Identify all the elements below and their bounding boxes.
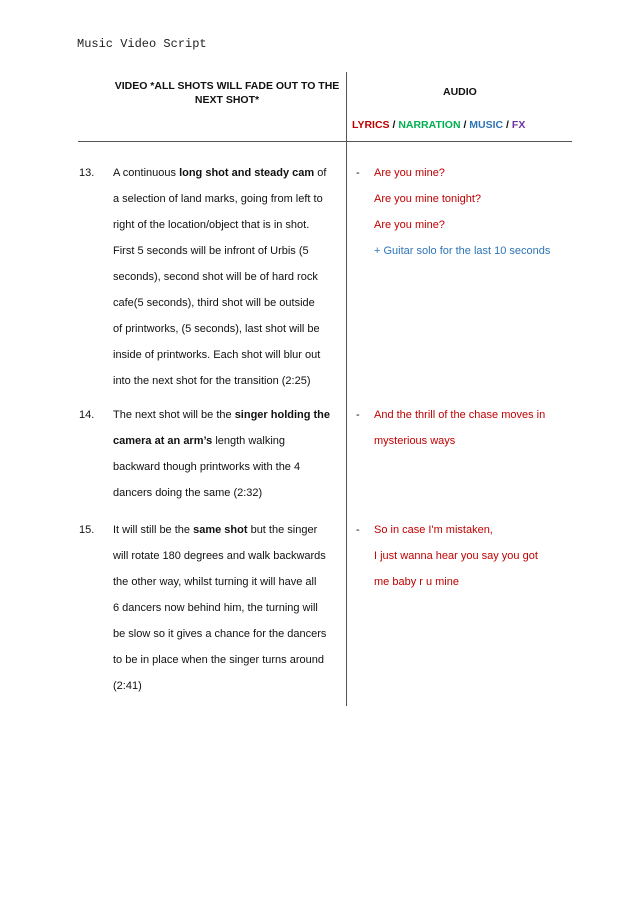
audio-bullet: - xyxy=(356,409,360,421)
text-segment: to be in place when the singer turns around xyxy=(113,654,324,666)
column-divider xyxy=(346,72,347,706)
legend-lyrics: LYRICS xyxy=(352,119,390,131)
lyric-line: So in case I'm mistaken, xyxy=(374,524,493,536)
text-segment: inside of printworks. Each shot will blur out xyxy=(113,349,321,361)
video-description xyxy=(113,402,345,506)
row-number: 15. xyxy=(79,524,95,536)
description-line xyxy=(113,212,345,238)
lyric-line: mysterious ways xyxy=(374,435,456,447)
text-segment: but the singer xyxy=(247,524,318,536)
lyric-line: me baby r u mine xyxy=(374,576,459,588)
audio-content xyxy=(374,402,574,454)
text-segment: of printworks, (5 seconds), last shot will be xyxy=(113,323,320,335)
lyric-line: Are you mine tonight? xyxy=(374,193,482,205)
text-segment: will rotate 180 degrees and walk backwards xyxy=(113,550,326,562)
text-segment: length walking xyxy=(212,435,286,447)
description-line xyxy=(113,543,345,569)
text-segment: into the next shot for the transition (2:25) xyxy=(113,375,311,387)
description-line xyxy=(113,264,345,290)
header-divider xyxy=(78,141,572,142)
lyric-line: Are you mine? xyxy=(374,219,445,231)
bold-text: same shot xyxy=(193,524,248,536)
description-line xyxy=(113,316,345,342)
legend-narration: NARRATION xyxy=(398,119,461,131)
description-line xyxy=(113,160,345,186)
document-header: Music Video Script xyxy=(77,37,207,51)
text-segment: seconds), second shot will be of hard rock xyxy=(113,271,318,283)
audio-legend xyxy=(352,119,525,131)
legend-separator: / xyxy=(460,119,470,131)
legend-separator: / xyxy=(389,119,399,131)
text-segment: a selection of land marks, going from left to xyxy=(113,193,323,205)
text-segment: backward though printworks with the 4 xyxy=(113,461,301,473)
text-segment: The next shot will be the xyxy=(113,409,235,421)
text-segment: 6 dancers now behind him, the turning will xyxy=(113,602,318,614)
bold-text: long shot and steady cam xyxy=(179,167,315,179)
description-line xyxy=(113,290,345,316)
music-cue: + Guitar solo for the last 10 seconds xyxy=(374,245,551,257)
text-segment: right of the location/object that is in shot. xyxy=(113,219,310,231)
description-line xyxy=(113,673,345,699)
legend-separator: / xyxy=(503,119,512,131)
text-segment: (2:41) xyxy=(113,680,142,692)
description-line xyxy=(113,402,345,428)
audio-content xyxy=(374,517,574,595)
text-segment: A continuous xyxy=(113,167,180,179)
text-segment: the other way, whilst turning it will have all xyxy=(113,576,317,588)
description-line xyxy=(113,186,345,212)
lyric-line: I just wanna hear you say you got xyxy=(374,550,538,562)
legend-fx: FX xyxy=(511,119,526,131)
description-line xyxy=(113,342,345,368)
description-line xyxy=(113,517,345,543)
bold-text: singer holding the xyxy=(234,409,331,421)
audio-bullet: - xyxy=(356,524,360,536)
video-header-line-2: NEXT SHOT* xyxy=(194,94,260,106)
legend-music: MUSIC xyxy=(469,119,504,131)
description-line xyxy=(113,454,345,480)
description-line xyxy=(113,621,345,647)
lyric-line: Are you mine? xyxy=(374,167,445,179)
row-number: 13. xyxy=(79,167,95,179)
description-line xyxy=(113,569,345,595)
description-line xyxy=(113,647,345,673)
text-segment: First 5 seconds will be infront of Urbis (5 xyxy=(113,245,309,257)
audio-column-header: AUDIO xyxy=(443,86,477,98)
description-line xyxy=(113,480,345,506)
video-description xyxy=(113,517,345,699)
text-segment: dancers doing the same (2:32) xyxy=(113,487,263,499)
video-column-header xyxy=(112,79,342,107)
audio-bullet: - xyxy=(356,167,360,179)
video-header-line-1: VIDEO *ALL SHOTS WILL FADE OUT TO THE xyxy=(114,80,340,92)
lyric-line: And the thrill of the chase moves in xyxy=(374,409,546,421)
video-description xyxy=(113,160,345,394)
row-number: 14. xyxy=(79,409,95,421)
text-segment: be slow so it gives a chance for the dancers xyxy=(113,628,327,640)
description-line xyxy=(113,368,345,394)
description-line xyxy=(113,428,345,454)
bold-text: camera at an arm’s xyxy=(113,435,213,447)
text-segment: cafe(5 seconds), third shot will be outside xyxy=(113,297,315,309)
audio-content xyxy=(374,160,574,264)
text-segment: of xyxy=(314,167,327,179)
description-line xyxy=(113,595,345,621)
text-segment: It will still be the xyxy=(113,524,194,536)
description-line xyxy=(113,238,345,264)
